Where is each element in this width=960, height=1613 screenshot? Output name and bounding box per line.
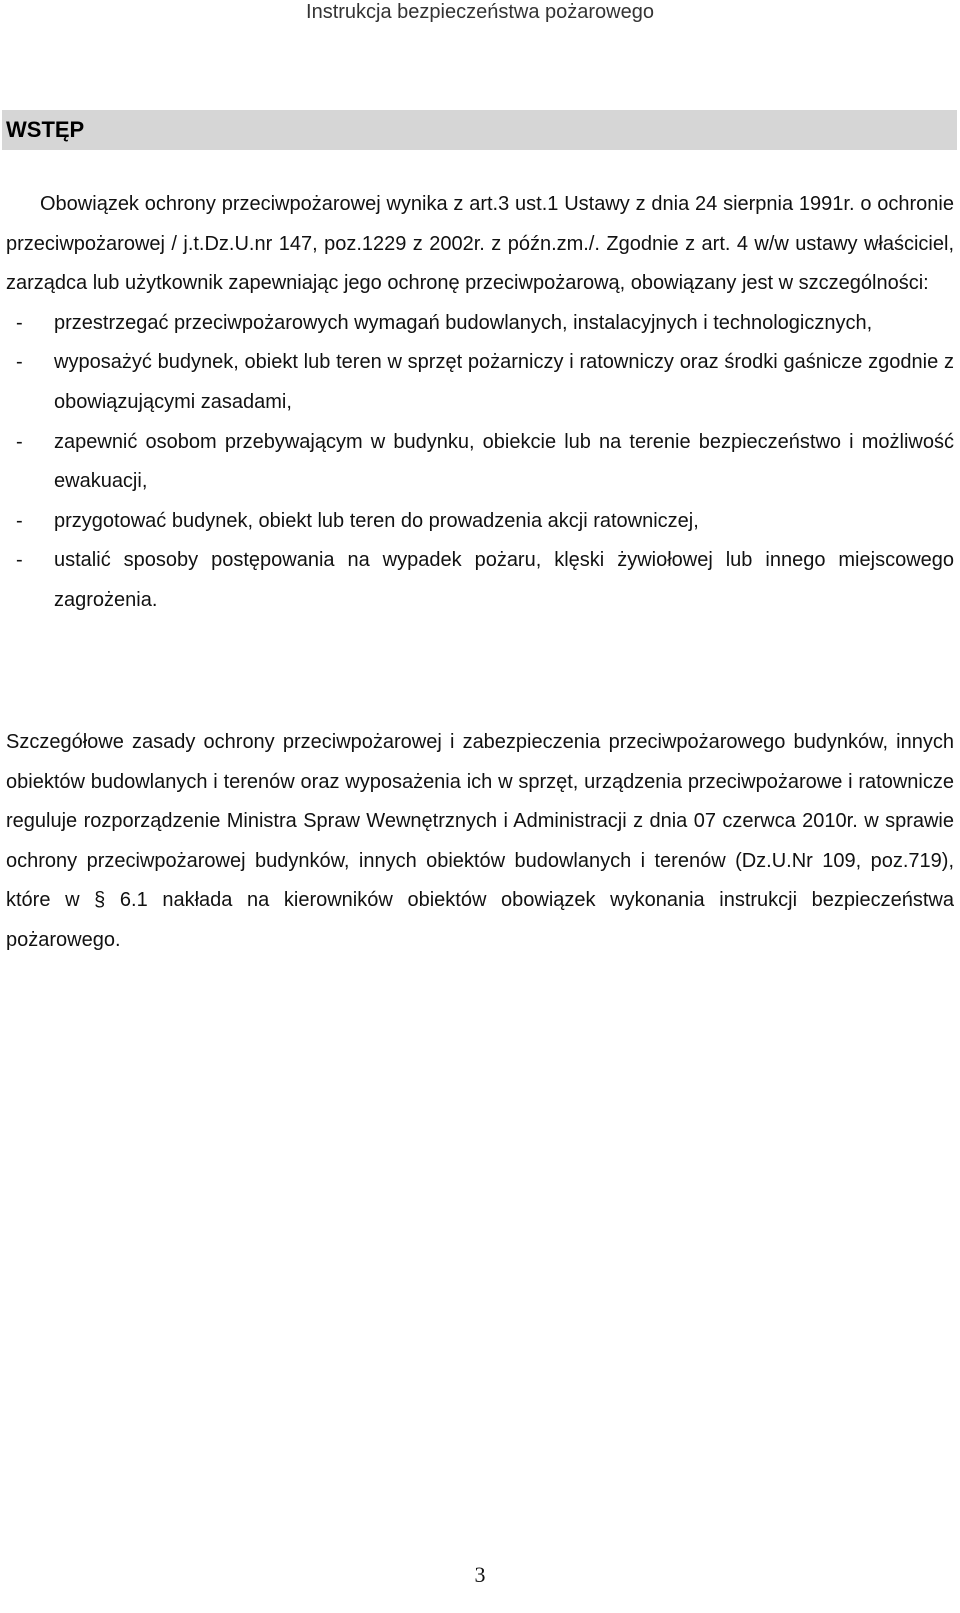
bullet-dash: - (16, 549, 23, 572)
list-item (6, 541, 954, 620)
intro-paragraph (6, 185, 954, 304)
running-header: Instrukcja bezpieczeństwa pożarowego (306, 1, 654, 23)
list-item-text: przygotować budynek, obiekt lub teren do prowadzenia akcji ratowniczej, (54, 509, 699, 532)
bullet-dash: - (16, 430, 23, 453)
regulation-paragraph: Szczegółowe zasady ochrony przeciwpożarowej i zabezpieczenia przeciwpożarowego budynków, innych obiektów budowlanych i terenów oraz wyposażenia ich w sprzęt, urządzenia przeciwpożarowe i ratownicze reguluje rozporządzenie Ministra Spraw Wewnętrznych i Administracji z dnia 07 czerwca 2010r. w sprawie ochrony przeciwpożarowej budynków, innych obiektów budowlanych i terenów (Dz.U.Nr 109, poz.719), które w § 6.1 nakłada na kierowników obiektów obowiązek wykonania instrukcji bezpieczeństwa pożarowego. (6, 731, 954, 951)
list-item-text: przestrzegać przeciwpożarowych wymagań budowlanych, instalacyjnych i technologicznych, (54, 311, 873, 334)
bullet-dash: - (16, 311, 23, 334)
bullet-dash: - (16, 509, 23, 532)
section-heading: WSTĘP (2, 110, 957, 150)
list-item (6, 502, 954, 542)
list-item-text: wyposażyć budynek, obiekt lub teren w sprzęt pożarniczy i ratowniczy oraz środki gaśnicze zgodnie z obowiązującymi zasadami, (54, 351, 954, 413)
page-number: 3 (474, 1562, 486, 1587)
list-item (6, 304, 954, 344)
intro-paragraph-text: Obowiązek ochrony przeciwpożarowej wynika z art.3 ust.1 Ustawy z dnia 24 sierpnia 1991r. o ochronie przeciwpożarowej / j.t.Dz.U.nr 147, poz.1229 z 2002r. z późn.zm./. Zgodnie z art. 4 w/w ustawy właściciel, zarządca lub użytkownik zapewniając jego ochronę przeciwpożarową, obowiązany jest w szczególności: (6, 193, 954, 295)
obligations-list (6, 304, 954, 621)
list-item-text: zapewnić osobom przebywającym w budynku, obiekcie lub na terenie bezpieczeństwo i możliwość ewakuacji, (54, 430, 954, 493)
list-item (6, 343, 954, 422)
bullet-dash: - (16, 351, 23, 374)
list-item (6, 423, 954, 502)
list-item-text: ustalić sposoby postępowania na wypadek pożaru, klęski żywiołowej lub innego miejscowego zagrożenia. (54, 549, 954, 611)
intro-section (6, 185, 954, 621)
